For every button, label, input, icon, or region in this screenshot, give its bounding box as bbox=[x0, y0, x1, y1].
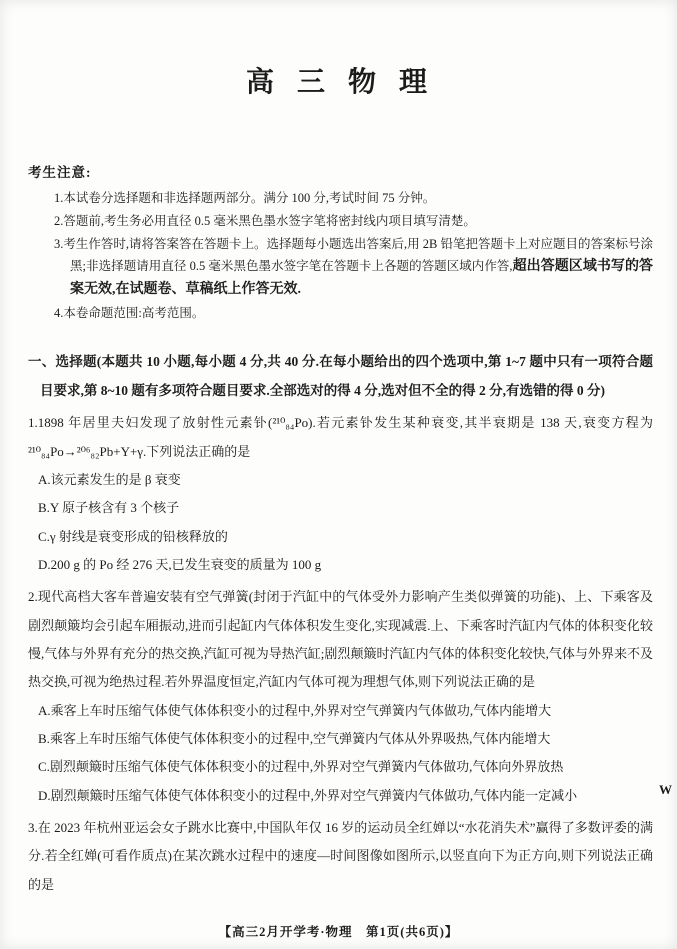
candidate-notice bbox=[28, 162, 653, 325]
page-content bbox=[28, 0, 653, 899]
question-stem: 1.1898 年居里夫妇发现了放射性元素钋(²¹⁰₈₄Po).若元素钋发生某种衰变,其半衰期是 138 天,衰变方程为²¹⁰₈₄Po→²⁰⁶₈₂Pb+Y+γ.下列说法正确的是 bbox=[28, 415, 653, 459]
notice-item-text: 3.考生作答时,请将答案答在答题卡上。选择题每小题选出答案后,用 2B 铅笔把答题卡上对应题目的答案标号涂黑;非选择题请用直径 0.5 毫米黑色墨水签字笔在答题卡上各题的答题区域内作答, bbox=[54, 236, 653, 273]
option-b: B.乘客上车时压缩气体使气体体积变小的过程中,空气弹簧内气体从外界吸热,气体内能增大 bbox=[38, 730, 551, 746]
page-footer: 【高三2月开学考·物理 第1页(共6页)】 bbox=[218, 925, 459, 939]
option-d: D.200 g 的 Po 经 276 天,已发生衰变的质量为 100 g bbox=[38, 556, 322, 572]
notice-item-bold: 超出答题区域书写的答案无效,在试题卷、草稿纸上作答无效. bbox=[70, 258, 654, 298]
notice-item bbox=[28, 234, 653, 302]
notice-item-text: 4.本卷命题范围:高考范围。 bbox=[54, 305, 205, 320]
notice-item bbox=[28, 210, 653, 234]
notice-heading: 考生注意: bbox=[28, 165, 92, 180]
question-stem: 3.在 2023 年杭州亚运会女子跳水比赛中,中国队年仅 16 岁的运动员全红婵以“水花消失术”赢得了多数评委的满分.若全红婵(可看作质点)在某次跳水过程中的速度—时间图像如图所示,以竖直向下为正方向,则下列说法正确的是 bbox=[28, 819, 653, 892]
question-2 bbox=[28, 583, 653, 810]
option-c: C.剧烈颠簸时压缩气体使气体体积变小的过程中,外界对空气弹簧内气体做功,气体向外界放热 bbox=[38, 759, 564, 775]
margin-letter-w: W bbox=[659, 782, 672, 797]
option-a: A.乘客上车时压缩气体使气体体积变小的过程中,外界对空气弹簧内气体做功,气体内能增大 bbox=[38, 702, 552, 718]
notice-item-text: 2.答题前,考生务必用直径 0.5 毫米黑色墨水签字笔将密封线内项目填写清楚。 bbox=[54, 214, 476, 229]
notice-item bbox=[28, 187, 653, 211]
notice-item bbox=[28, 302, 653, 326]
question-1 bbox=[28, 409, 653, 579]
question-stem: 2.现代高档大客车普遍安装有空气弹簧(封闭于汽缸中的气体受外力影响产生类似弹簧的功能)、上、下乘客及剧烈颠簸均会引起车厢振动,进而引起缸内气体体积发生变化,实现减震.上、下乘客时汽缸内气体的体积变化较慢,气体与外界有充分的热交换,汽缸可视为导热汽缸;剧烈颠簸时汽缸内气体的体积变化较快,气体与外界来不及热交换,可视为绝热过程.若外界温度恒定,汽缸内气体可视为理想气体,则下列说法正确的是 bbox=[28, 589, 653, 690]
option-c: C.γ 射线是衰变形成的铅核释放的 bbox=[38, 528, 228, 544]
section-heading-choice-questions: 一、选择题(本题共 10 小题,每小题 4 分,共 40 分.在每小题给出的四个选项中,第 1~7 题中只有一项符合题目要求,第 8~10 题有多项符合题目要求.全部选对的得 4 分,选对但不全的得 2 分,有选错的得 0 分) bbox=[28, 354, 653, 399]
option-a: A.该元素发生的是 β 衰变 bbox=[38, 471, 181, 487]
notice-item-text: 1.本试卷分选择题和非选择题两部分。满分 100 分,考试时间 75 分钟。 bbox=[54, 190, 436, 205]
option-b: B.Y 原子核含有 3 个核子 bbox=[38, 500, 180, 516]
page-title: 高 三 物 理 bbox=[245, 67, 435, 98]
question-3 bbox=[28, 814, 653, 899]
option-d: D.剧烈颠簸时压缩气体使气体体积变小的过程中,外界对空气弹簧内气体做功,气体内能一定减小 bbox=[38, 787, 578, 803]
